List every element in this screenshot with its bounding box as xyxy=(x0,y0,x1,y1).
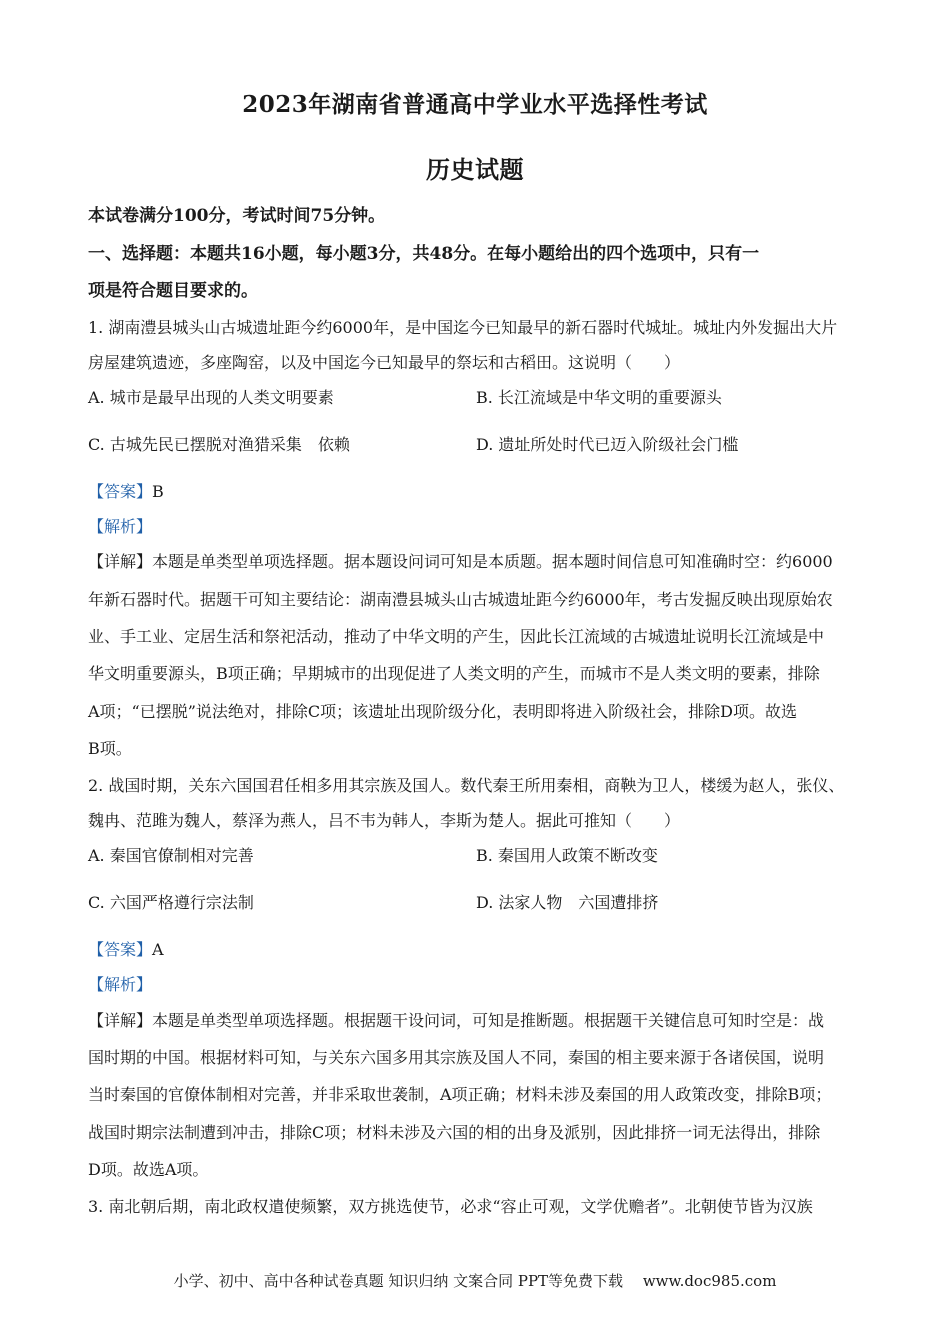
exam-subtitle: 历史试题 xyxy=(426,155,524,184)
q2-detail-line4: 战国时期宗法制遭到冲击，排除C项；材料未涉及六国的相的出身及派别，因此排挤一词无法得出，排除 xyxy=(88,1123,821,1142)
section-heading-line1: 一、选择题：本题共16小题，每小题3分，共48分。在每小题给出的四个选项中，只有一 xyxy=(88,244,760,264)
q2-stem-line2: 魏冉、范雎为魏人，蔡泽为燕人，吕不韦为韩人，李斯为楚人。据此可推知（ ） xyxy=(88,811,681,830)
q1-option-a: A. 城市是最早出现的人类文明要素 xyxy=(88,388,334,407)
q1-option-c: C. 古城先民已摆脱对渔猎采集 依赖 xyxy=(88,435,350,454)
q2-option-c: C. 六国严格遵行宗法制 xyxy=(88,893,254,912)
q3-stem-line1: 3. 南北朝后期，南北政权遣使频繁，双方挑选使节，必求“容止可观，文学优赡者”。北朝使节皆为汉族 xyxy=(88,1197,813,1216)
q1-detail-line4: 华文明重要源头，B项正确；早期城市的出现促进了人类文明的产生，而城市不是人类文明的要素，排除 xyxy=(88,664,820,683)
q2-detail-line5: D项。故选A项。 xyxy=(88,1160,209,1179)
detail-tag: 【详解】 xyxy=(88,552,153,571)
answer-value: A xyxy=(152,940,164,959)
q1-detail-line1: 【详解】本题是单类型单项选择题。据本题设问词可知是本质题。据本题时间信息可知准确时空：约6000 xyxy=(88,552,833,571)
page-footer: 小学、初中、高中各种试卷真题 知识归纳 文案合同 PPT等免费下载 www.doc985.com xyxy=(173,1272,777,1290)
q1-detail-line6: B项。 xyxy=(88,739,132,758)
q1-detail-line5: A项；“已摆脱”说法绝对，排除C项；该遗址出现阶级分化，表明即将进入阶级社会，排除D项。故选 xyxy=(88,702,797,721)
q2-option-a: A. 秦国官僚制相对完善 xyxy=(88,846,254,865)
q2-analysis-tag: 【解析】 xyxy=(88,975,153,994)
q1-stem-line2: 房屋建筑遗迹，多座陶窑，以及中国迄今已知最早的祭坛和古稻田。这说明（ ） xyxy=(88,353,681,372)
q2-detail-line2: 国时期的中国。根据材料可知，与关东六国多用其宗族及国人不同，秦国的相主要来源于各诸侯国，说明 xyxy=(88,1048,825,1067)
q2-stem-line1: 2. 战国时期，关东六国国君任相多用其宗族及国人。数代秦王所用秦相，商鞅为卫人，楼缓为赵人，张仪、 xyxy=(88,776,845,795)
detail-tag: 【详解】 xyxy=(88,1011,153,1030)
q2-detail-line1: 【详解】本题是单类型单项选择题。根据题干设问词，可知是推断题。根据题干关键信息可知时空是：战 xyxy=(88,1011,825,1030)
exam-title: 2023年湖南省普通高中学业水平选择性考试 xyxy=(242,91,708,118)
q2-option-b: B. 秦国用人政策不断改变 xyxy=(476,846,658,865)
q1-detail-line2: 年新石器时代。据题干可知主要结论：湖南澧县城头山古城遗址距今约6000年，考古发掘反映出现原始农 xyxy=(88,590,833,609)
q1-option-b: B. 长江流域是中华文明的重要源头 xyxy=(476,388,722,407)
q1-detail-line3: 业、手工业、定居生活和祭祀活动，推动了中华文明的产生，因此长江流域的古城遗址说明长江流域是中 xyxy=(88,627,825,646)
q1-answer xyxy=(88,482,868,502)
score-info: 本试卷满分100分，考试时间75分钟。 xyxy=(88,206,386,226)
q1-option-d: D. 遗址所处时代已迈入阶级社会门槛 xyxy=(476,435,739,454)
answer-value: B xyxy=(152,482,164,501)
q2-answer xyxy=(88,940,868,960)
section-heading-line2: 项是符合题目要求的。 xyxy=(88,281,258,301)
q1-analysis-tag: 【解析】 xyxy=(88,517,153,536)
q2-option-d: D. 法家人物 六国遭排挤 xyxy=(476,893,659,912)
answer-tag: 【答案】 xyxy=(88,482,153,501)
q1-stem-line1: 1. 湖南澧县城头山古城遗址距今约6000年，是中国迄今已知最早的新石器时代城址。城址内外发掘出大片 xyxy=(88,318,838,337)
q2-detail-line3: 当时秦国的官僚体制相对完善，并非采取世袭制，A项正确；材料未涉及秦国的用人政策改变，排除B项； xyxy=(88,1085,832,1104)
answer-tag: 【答案】 xyxy=(88,940,153,959)
